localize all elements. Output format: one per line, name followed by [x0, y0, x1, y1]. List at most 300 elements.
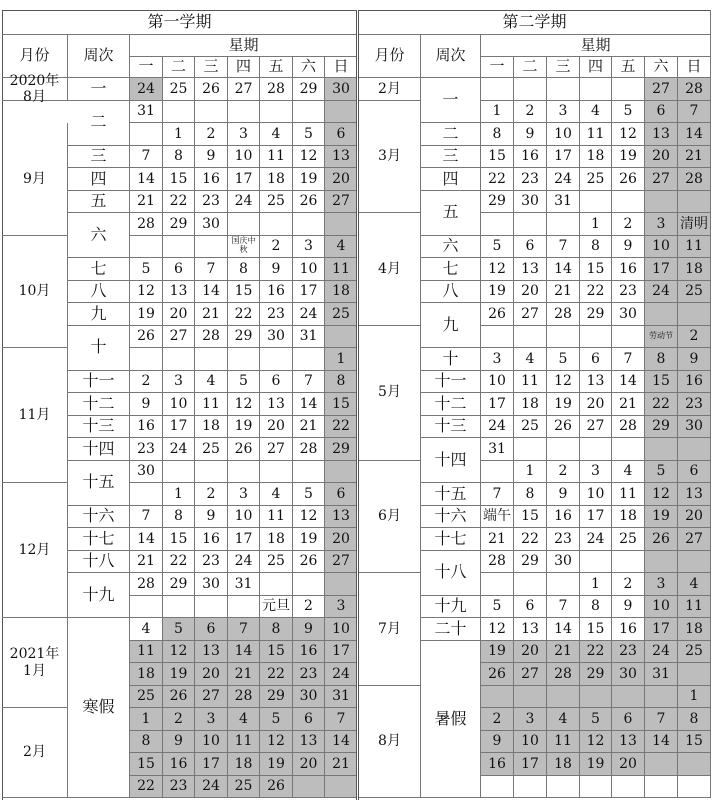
day-cell — [130, 236, 163, 259]
day-cell — [645, 776, 678, 799]
day-cell: 23 — [163, 776, 195, 799]
day-cell: 30 — [678, 416, 711, 439]
day-cell: 2 — [195, 123, 228, 146]
day-cell — [645, 191, 678, 214]
day-cell: 16 — [195, 528, 228, 551]
day-cell: 27 — [580, 416, 612, 439]
day-cell: 9 — [612, 236, 645, 259]
day-cell: 25 — [325, 303, 358, 326]
day-cell: 16 — [195, 168, 228, 191]
day-cell: 9 — [195, 506, 228, 529]
day-cell: 3 — [325, 596, 358, 619]
day-cell: 24 — [228, 191, 260, 214]
weekday-label: 五 — [260, 57, 293, 78]
day-cell: 21 — [195, 303, 228, 326]
day-cell: 21 — [325, 753, 358, 776]
day-cell: 13 — [678, 483, 711, 506]
day-cell: 27 — [228, 78, 260, 101]
weekday-label: 一 — [130, 57, 163, 78]
day-cell: 25 — [678, 281, 711, 304]
day-cell: 29 — [325, 438, 358, 461]
day-cell: 7 — [228, 618, 260, 641]
day-cell: 18 — [612, 506, 645, 529]
day-cell: 15 — [260, 641, 293, 664]
day-cell: 7 — [130, 506, 163, 529]
day-cell: 15 — [514, 506, 547, 529]
day-cell: 11 — [130, 641, 163, 664]
day-cell: 17 — [163, 416, 195, 439]
day-cell: 20 — [293, 753, 325, 776]
day-cell: 8 — [130, 731, 163, 754]
day-cell: 26 — [293, 551, 325, 574]
day-cell: 13 — [260, 393, 293, 416]
day-cell: 3 — [481, 348, 514, 371]
day-cell: 17 — [228, 528, 260, 551]
day-cell: 15 — [163, 168, 195, 191]
day-cell: 10 — [325, 618, 358, 641]
day-cell — [228, 596, 260, 619]
day-cell: 5 — [163, 618, 195, 641]
week-cell: 十四 — [421, 438, 481, 483]
day-cell — [547, 213, 580, 236]
day-cell: 8 — [163, 146, 195, 169]
day-cell: 4 — [547, 708, 580, 731]
week-cell: 七 — [68, 258, 130, 281]
day-cell: 18 — [678, 618, 711, 641]
day-cell — [580, 551, 612, 574]
day-cell: 6 — [260, 371, 293, 394]
day-cell: 29 — [228, 326, 260, 349]
day-cell: 14 — [228, 641, 260, 664]
day-cell: 6 — [514, 236, 547, 259]
day-cell — [228, 213, 260, 236]
day-cell: 21 — [130, 191, 163, 214]
day-cell: 10 — [163, 393, 195, 416]
day-cell: 12 — [260, 731, 293, 754]
day-cell — [678, 753, 711, 776]
day-cell — [260, 348, 293, 371]
day-cell: 6 — [678, 461, 711, 484]
day-cell: 22 — [580, 281, 612, 304]
week-cell: 四 — [421, 168, 481, 191]
day-cell — [195, 348, 228, 371]
day-cell: 29 — [580, 303, 612, 326]
day-cell: 14 — [678, 123, 711, 146]
day-cell — [163, 348, 195, 371]
day-cell — [612, 438, 645, 461]
day-cell: 8 — [325, 371, 358, 394]
weekday-label: 六 — [293, 57, 325, 78]
day-cell: 30 — [195, 213, 228, 236]
week-header: 周次 — [421, 35, 481, 78]
day-cell — [514, 776, 547, 799]
day-cell — [580, 326, 612, 349]
day-cell: 10 — [580, 483, 612, 506]
day-cell: 30 — [547, 551, 580, 574]
day-cell: 28 — [293, 438, 325, 461]
day-cell — [260, 461, 293, 484]
day-cell: 11 — [612, 483, 645, 506]
day-cell: 2 — [481, 708, 514, 731]
day-cell: 7 — [678, 101, 711, 124]
day-cell: 10 — [514, 731, 547, 754]
day-cell: 13 — [293, 731, 325, 754]
day-cell: 27 — [325, 551, 358, 574]
day-cell: 24 — [130, 78, 163, 101]
day-cell — [678, 303, 711, 326]
day-cell: 30 — [612, 303, 645, 326]
month-header: 月份 — [2, 35, 68, 78]
day-cell: 23 — [612, 281, 645, 304]
day-cell: 19 — [612, 146, 645, 169]
day-cell: 12 — [547, 371, 580, 394]
day-cell: 3 — [514, 708, 547, 731]
week-cell: 三 — [421, 146, 481, 169]
day-cell: 4 — [612, 461, 645, 484]
day-cell: 5 — [228, 371, 260, 394]
day-cell: 14 — [612, 371, 645, 394]
day-cell: 26 — [195, 78, 228, 101]
day-cell: 23 — [514, 168, 547, 191]
day-cell: 2 — [678, 326, 711, 349]
day-cell — [547, 78, 580, 101]
day-cell: 8 — [580, 236, 612, 259]
day-cell: 19 — [260, 753, 293, 776]
day-cell: 20 — [514, 641, 547, 664]
day-cell: 23 — [195, 191, 228, 214]
day-cell: 5 — [260, 708, 293, 731]
day-cell: 5 — [580, 708, 612, 731]
week-cell: 六 — [421, 236, 481, 259]
day-cell: 22 — [645, 393, 678, 416]
day-cell: 24 — [481, 416, 514, 439]
day-cell: 26 — [645, 528, 678, 551]
day-cell: 4 — [260, 123, 293, 146]
day-cell: 4 — [195, 371, 228, 394]
day-cell: 15 — [580, 618, 612, 641]
day-cell: 28 — [612, 416, 645, 439]
day-cell: 26 — [481, 663, 514, 686]
day-cell: 8 — [678, 708, 711, 731]
day-cell: 27 — [260, 438, 293, 461]
day-cell: 6 — [325, 123, 358, 146]
day-cell — [678, 438, 711, 461]
day-cell: 3 — [228, 123, 260, 146]
day-cell: 15 — [481, 146, 514, 169]
day-cell — [228, 348, 260, 371]
day-cell: 18 — [195, 416, 228, 439]
day-cell: 26 — [481, 303, 514, 326]
day-cell: 18 — [325, 281, 358, 304]
day-cell: 3 — [195, 708, 228, 731]
day-cell: 8 — [514, 483, 547, 506]
day-cell: 27 — [163, 326, 195, 349]
day-cell: 9 — [195, 146, 228, 169]
day-cell: 31 — [293, 326, 325, 349]
week-cell: 十五 — [421, 483, 481, 506]
day-cell — [163, 101, 195, 124]
day-cell: 27 — [678, 528, 711, 551]
day-cell: 19 — [481, 281, 514, 304]
month-cell: 3月 — [359, 101, 421, 214]
day-cell: 15 — [228, 281, 260, 304]
day-cell: 14 — [325, 731, 358, 754]
day-cell: 1 — [130, 708, 163, 731]
month-cell: 2020年8月 — [2, 78, 68, 101]
day-cell: 1 — [163, 483, 195, 506]
day-cell: 6 — [163, 258, 195, 281]
day-cell: 27 — [514, 663, 547, 686]
week-header: 周次 — [68, 35, 130, 78]
holiday-label: 国庆中秋 — [228, 236, 260, 259]
day-cell: 11 — [547, 731, 580, 754]
day-cell: 6 — [612, 708, 645, 731]
day-cell — [293, 213, 325, 236]
day-cell: 25 — [580, 168, 612, 191]
day-cell: 5 — [612, 101, 645, 124]
day-cell — [481, 573, 514, 596]
semester-title: 第一学期 — [2, 10, 358, 35]
day-cell: 端午 — [481, 506, 514, 529]
day-cell — [163, 461, 195, 484]
day-cell: 20 — [195, 663, 228, 686]
day-cell: 12 — [481, 618, 514, 641]
day-cell: 10 — [547, 123, 580, 146]
week-cell: 五 — [68, 191, 130, 214]
day-cell — [293, 573, 325, 596]
day-cell: 7 — [645, 708, 678, 731]
day-cell: 13 — [645, 123, 678, 146]
day-cell: 25 — [163, 78, 195, 101]
day-cell: 1 — [325, 348, 358, 371]
day-cell: 5 — [481, 236, 514, 259]
day-cell: 25 — [195, 438, 228, 461]
day-cell: 5 — [293, 123, 325, 146]
day-cell: 6 — [195, 618, 228, 641]
day-cell — [481, 213, 514, 236]
day-cell — [547, 573, 580, 596]
day-cell: 28 — [195, 326, 228, 349]
day-cell: 3 — [293, 236, 325, 259]
day-cell: 18 — [130, 663, 163, 686]
day-cell: 22 — [228, 303, 260, 326]
day-cell: 清明 — [678, 213, 711, 236]
day-cell: 5 — [645, 461, 678, 484]
day-cell: 17 — [580, 506, 612, 529]
day-cell — [325, 326, 358, 349]
day-cell: 9 — [678, 348, 711, 371]
day-cell: 11 — [678, 596, 711, 619]
week-cell: 五 — [421, 191, 481, 236]
day-cell: 4 — [678, 573, 711, 596]
day-cell — [195, 236, 228, 259]
day-cell: 22 — [325, 416, 358, 439]
day-cell: 23 — [195, 551, 228, 574]
week-cell: 十六 — [421, 506, 481, 529]
day-cell: 16 — [612, 618, 645, 641]
day-cell — [163, 236, 195, 259]
week-cell: 十八 — [421, 551, 481, 596]
day-cell: 10 — [481, 371, 514, 394]
day-cell: 8 — [645, 348, 678, 371]
day-cell: 28 — [678, 168, 711, 191]
week-cell: 一 — [421, 78, 481, 123]
week-cell: 二 — [68, 101, 130, 146]
day-cell: 22 — [130, 776, 163, 799]
day-cell: 19 — [293, 528, 325, 551]
month-cell: 6月 — [359, 461, 421, 574]
day-cell: 6 — [325, 483, 358, 506]
day-cell — [130, 596, 163, 619]
month-cell: 2021年1月 — [2, 618, 68, 708]
day-cell: 7 — [130, 146, 163, 169]
weekday-label: 三 — [195, 57, 228, 78]
day-cell: 3 — [580, 461, 612, 484]
day-cell: 7 — [481, 483, 514, 506]
day-cell: 23 — [293, 663, 325, 686]
day-cell: 25 — [678, 641, 711, 664]
weekday-label: 五 — [612, 57, 645, 78]
week-cell: 九 — [68, 303, 130, 326]
day-cell — [228, 101, 260, 124]
day-cell: 14 — [195, 281, 228, 304]
day-cell — [547, 326, 580, 349]
day-cell: 10 — [645, 236, 678, 259]
day-cell — [325, 776, 358, 799]
week-cell: 十七 — [68, 528, 130, 551]
day-cell: 12 — [612, 123, 645, 146]
day-cell: 24 — [293, 303, 325, 326]
day-cell: 28 — [130, 573, 163, 596]
weekday-label: 一 — [481, 57, 514, 78]
month-header: 月份 — [359, 35, 421, 78]
semester-divider — [356, 10, 359, 800]
day-cell — [612, 686, 645, 709]
day-cell: 15 — [678, 731, 711, 754]
day-cell: 24 — [580, 528, 612, 551]
day-cell: 29 — [163, 573, 195, 596]
week-cell: 一 — [68, 78, 130, 101]
day-cell: 2 — [293, 596, 325, 619]
day-cell: 19 — [547, 393, 580, 416]
day-cell: 28 — [547, 663, 580, 686]
day-cell: 21 — [481, 528, 514, 551]
day-cell: 20 — [514, 281, 547, 304]
day-cell: 12 — [481, 258, 514, 281]
week-cell: 六 — [68, 213, 130, 258]
day-cell — [514, 78, 547, 101]
day-cell: 元旦 — [260, 596, 293, 619]
day-cell: 21 — [293, 416, 325, 439]
day-cell — [260, 573, 293, 596]
day-cell: 30 — [325, 78, 358, 101]
day-cell: 9 — [293, 618, 325, 641]
day-cell: 3 — [645, 573, 678, 596]
semester-title: 第二学期 — [359, 10, 711, 35]
day-cell: 30 — [130, 461, 163, 484]
week-cell: 十 — [421, 348, 481, 371]
weekday-label: 六 — [645, 57, 678, 78]
day-cell: 5 — [481, 596, 514, 619]
day-cell: 29 — [580, 663, 612, 686]
month-cell: 2月 — [359, 78, 421, 101]
day-cell: 22 — [481, 168, 514, 191]
week-cell: 二十 — [421, 618, 481, 641]
day-cell: 5 — [130, 258, 163, 281]
day-cell: 18 — [228, 753, 260, 776]
day-cell — [514, 326, 547, 349]
week-cell: 十九 — [68, 573, 130, 618]
day-cell: 27 — [645, 78, 678, 101]
day-cell: 19 — [228, 416, 260, 439]
day-cell — [612, 191, 645, 214]
day-cell — [481, 326, 514, 349]
day-cell: 23 — [678, 393, 711, 416]
day-cell: 25 — [260, 551, 293, 574]
day-cell: 19 — [163, 663, 195, 686]
week-cell: 七 — [421, 258, 481, 281]
day-cell: 4 — [580, 101, 612, 124]
day-cell: 23 — [260, 303, 293, 326]
day-cell: 19 — [481, 641, 514, 664]
day-cell: 10 — [293, 258, 325, 281]
day-cell: 17 — [325, 641, 358, 664]
day-cell: 12 — [163, 641, 195, 664]
week-cell: 十三 — [68, 416, 130, 439]
day-cell: 3 — [547, 101, 580, 124]
day-cell: 25 — [612, 528, 645, 551]
day-cell: 29 — [514, 551, 547, 574]
day-cell: 6 — [514, 596, 547, 619]
day-cell: 11 — [228, 731, 260, 754]
day-cell: 13 — [325, 506, 358, 529]
day-cell: 12 — [293, 146, 325, 169]
day-cell: 27 — [514, 303, 547, 326]
day-cell: 20 — [163, 303, 195, 326]
day-cell: 8 — [481, 123, 514, 146]
week-cell: 九 — [421, 303, 481, 348]
day-cell — [130, 348, 163, 371]
day-cell: 22 — [580, 641, 612, 664]
month-cell: 11月 — [2, 348, 68, 483]
day-cell: 20 — [260, 416, 293, 439]
day-cell: 6 — [580, 348, 612, 371]
day-cell: 14 — [130, 168, 163, 191]
day-cell — [580, 438, 612, 461]
day-cell: 2 — [195, 483, 228, 506]
day-cell: 15 — [163, 528, 195, 551]
week-cell: 十一 — [68, 371, 130, 394]
week-cell: 八 — [421, 281, 481, 304]
week-cell: 十四 — [68, 438, 130, 461]
day-cell: 8 — [228, 258, 260, 281]
day-cell: 31 — [130, 101, 163, 124]
day-cell: 30 — [612, 663, 645, 686]
day-cell: 1 — [163, 123, 195, 146]
day-cell: 16 — [612, 258, 645, 281]
day-cell — [293, 348, 325, 371]
day-cell: 16 — [481, 753, 514, 776]
day-cell: 3 — [645, 213, 678, 236]
day-cell: 12 — [580, 731, 612, 754]
day-cell: 1 — [580, 213, 612, 236]
day-cell — [195, 461, 228, 484]
day-cell — [325, 213, 358, 236]
day-cell: 29 — [260, 686, 293, 709]
day-cell: 21 — [547, 281, 580, 304]
month-cell: 12月 — [2, 483, 68, 618]
day-cell: 16 — [130, 416, 163, 439]
